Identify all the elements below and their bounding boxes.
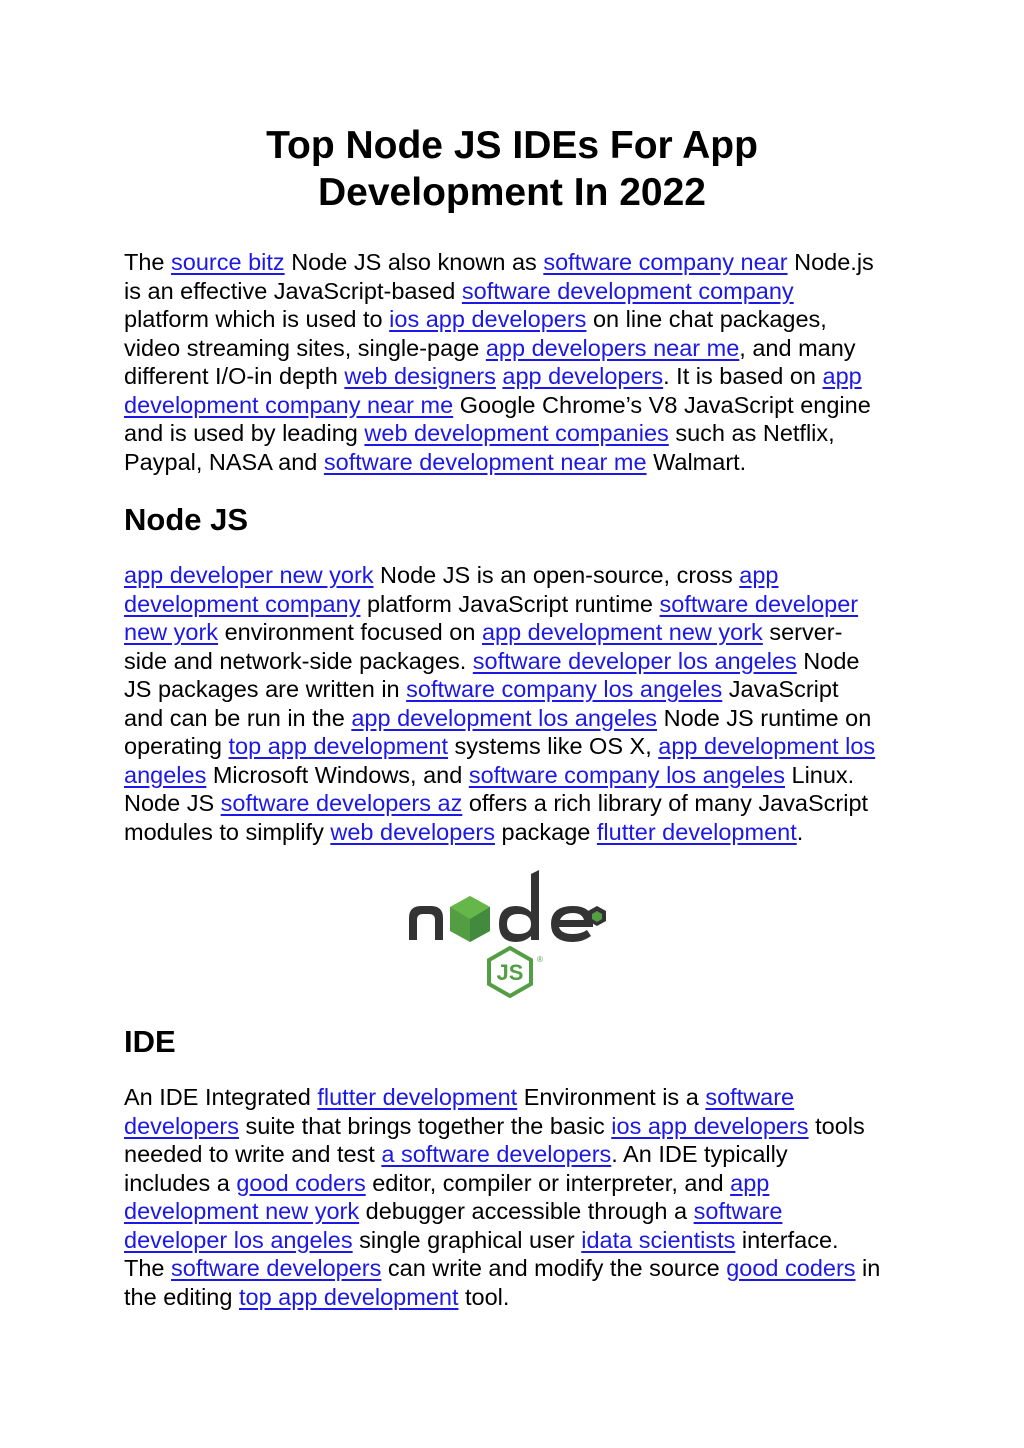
hyperlink[interactable]: app development los [658, 733, 876, 759]
intro-paragraph [124, 248, 904, 476]
text-line [124, 704, 904, 733]
hyperlink[interactable]: flutter development [317, 1084, 518, 1110]
body-text: interface. [735, 1226, 839, 1253]
registered-mark: ® [537, 955, 543, 964]
text-line [124, 362, 904, 391]
hyperlink[interactable]: source bitz [171, 249, 285, 275]
hyperlink[interactable]: software company los angeles [406, 676, 723, 702]
body-text: JS packages are written in [124, 676, 407, 702]
text-line [124, 1254, 904, 1283]
hyperlink[interactable]: a software developers [381, 1141, 612, 1167]
text-line [124, 590, 904, 619]
hyperlink[interactable]: ios app developers [389, 306, 587, 332]
text-line [124, 732, 904, 761]
hyperlink[interactable]: web development companies [364, 420, 669, 446]
hyperlink[interactable]: developer los angeles [124, 1226, 353, 1253]
body-text: Walmart. [646, 448, 747, 475]
text-line [124, 248, 904, 277]
hyperlink[interactable]: app developers [502, 363, 664, 389]
body-text: debugger accessible through a [359, 1198, 694, 1224]
nodejs-paragraph [124, 561, 904, 846]
text-line [124, 1226, 904, 1255]
body-text: is an effective JavaScript-based [124, 277, 462, 304]
hyperlink[interactable]: new york [124, 619, 219, 645]
text-line [124, 789, 904, 818]
body-text: on line chat packages, [586, 306, 827, 332]
body-text: JavaScript [722, 676, 839, 702]
hyperlink[interactable]: developers [124, 1112, 239, 1139]
hyperlink[interactable]: ios app developers [611, 1112, 809, 1139]
hyperlink[interactable]: app [730, 1169, 770, 1196]
hyperlink[interactable]: web developers [330, 818, 495, 845]
hyperlink[interactable]: good coders [236, 1169, 366, 1196]
heading-ide: IDE [124, 1024, 176, 1059]
body-text: operating [124, 733, 229, 759]
body-text: platform JavaScript runtime [360, 590, 660, 617]
text-line [124, 618, 904, 647]
hyperlink[interactable]: angeles [124, 761, 207, 788]
body-text: . It is based on [663, 363, 823, 389]
text-line [124, 1283, 904, 1312]
text-line [124, 277, 904, 306]
nodejs-logo [403, 862, 623, 1002]
logo-letter-e [551, 906, 593, 942]
body-text: An IDE Integrated [124, 1084, 318, 1110]
body-text: Paypal, NASA and [124, 448, 324, 475]
hyperlink[interactable]: app development new york [481, 619, 763, 645]
body-text: needed to write and test [124, 1141, 382, 1167]
text-line [124, 561, 904, 590]
hyperlink[interactable]: top app development [238, 1283, 459, 1310]
body-text: , and many [739, 334, 856, 361]
body-text: modules to simplify [124, 818, 331, 845]
body-text: systems like OS X, [448, 733, 659, 759]
hyperlink[interactable]: software company los angeles [468, 761, 785, 788]
hyperlink[interactable]: flutter development [596, 818, 797, 845]
body-text: The [124, 249, 172, 275]
body-text: Linux. [784, 761, 855, 788]
hyperlink[interactable]: app [822, 363, 862, 389]
body-text: platform which is used to [124, 306, 390, 332]
text-line [124, 675, 904, 704]
text-line [124, 647, 904, 676]
body-text: the editing [124, 1283, 239, 1310]
hyperlink[interactable]: software developers [171, 1255, 382, 1281]
hyperlink[interactable]: software development near me [323, 448, 647, 475]
hyperlink[interactable]: app developer new york [124, 562, 374, 588]
hyperlink[interactable]: software development company [461, 277, 794, 304]
body-text: Node [796, 647, 860, 674]
body-text: Node JS also known as [284, 249, 544, 275]
body-text: package [494, 818, 597, 845]
text-line [124, 818, 904, 847]
title-line-2: Development In 2022 [318, 171, 706, 214]
body-text: Microsoft Windows, and [206, 761, 469, 788]
hyperlink[interactable]: software [693, 1198, 783, 1224]
js-badge-text: JS [496, 960, 524, 985]
text-line [124, 305, 904, 334]
text-line [124, 391, 904, 420]
heading-node-js: Node JS [124, 502, 249, 537]
title-line-1: Top Node JS IDEs For App [266, 124, 758, 167]
hyperlink[interactable]: web designers [344, 363, 496, 389]
ide-paragraph [124, 1083, 904, 1311]
body-text: The [124, 1255, 172, 1281]
body-text: such as Netflix, [668, 420, 835, 446]
body-text: . [796, 818, 804, 845]
hyperlink[interactable]: software developer los angeles [472, 647, 797, 674]
body-text: offers a rich library of many JavaScript [462, 790, 869, 816]
body-text: editor, compiler or interpreter, and [365, 1169, 731, 1196]
body-text: Environment is a [517, 1084, 706, 1110]
body-text: and is used by leading [124, 420, 365, 446]
hyperlink[interactable]: development new york [124, 1198, 360, 1224]
text-line [124, 334, 904, 363]
body-text: environment focused on [218, 619, 482, 645]
text-line [124, 761, 904, 790]
body-text: different I/O-in depth [124, 363, 345, 389]
body-text: Node JS runtime on [657, 704, 872, 731]
text-line [124, 1083, 904, 1112]
logo-letter-n [409, 906, 443, 940]
logo-letter-d [499, 870, 539, 942]
hyperlink[interactable]: development company [124, 590, 361, 617]
hyperlink[interactable]: good coders [726, 1255, 856, 1281]
body-text: side and network-side packages. [124, 647, 473, 674]
body-text: and can be run in the [124, 704, 352, 731]
hyperlink[interactable]: software [705, 1084, 795, 1110]
hyperlink[interactable]: software developers az [220, 790, 463, 816]
text-line [124, 448, 904, 477]
text-line [124, 1140, 904, 1169]
body-text: server- [762, 619, 843, 645]
body-text: Google Chrome’s V8 JavaScript engine [453, 391, 871, 418]
hyperlink[interactable]: app development los angeles [351, 704, 658, 731]
body-text: tool. [458, 1283, 510, 1310]
body-text: includes a [124, 1169, 237, 1196]
hyperlink[interactable]: app developers near me [485, 334, 740, 361]
hyperlink[interactable]: software company near [543, 249, 788, 275]
hyperlink[interactable]: software developer [659, 590, 859, 617]
body-text: . An IDE typically [611, 1141, 788, 1167]
body-text: Node.js [787, 249, 874, 275]
body-text: video streaming sites, single-page [124, 334, 486, 361]
text-line [124, 1169, 904, 1198]
body-text: tools [808, 1112, 865, 1139]
hyperlink[interactable]: app [739, 562, 779, 588]
hyperlink[interactable]: idata scientists [581, 1226, 736, 1253]
text-line [124, 1112, 904, 1141]
body-text: Node JS [124, 790, 221, 816]
body-text: suite that brings together the basic [238, 1112, 612, 1139]
hyperlink[interactable]: top app development [228, 733, 449, 759]
body-text: can write and modify the source [381, 1255, 727, 1281]
page-title [124, 122, 900, 216]
text-line [124, 1197, 904, 1226]
body-text: Node JS is an open-source, cross [373, 562, 740, 588]
body-text: single graphical user [352, 1226, 582, 1253]
hyperlink[interactable]: development company near me [124, 391, 454, 418]
body-text: in [855, 1255, 881, 1281]
text-line [124, 419, 904, 448]
